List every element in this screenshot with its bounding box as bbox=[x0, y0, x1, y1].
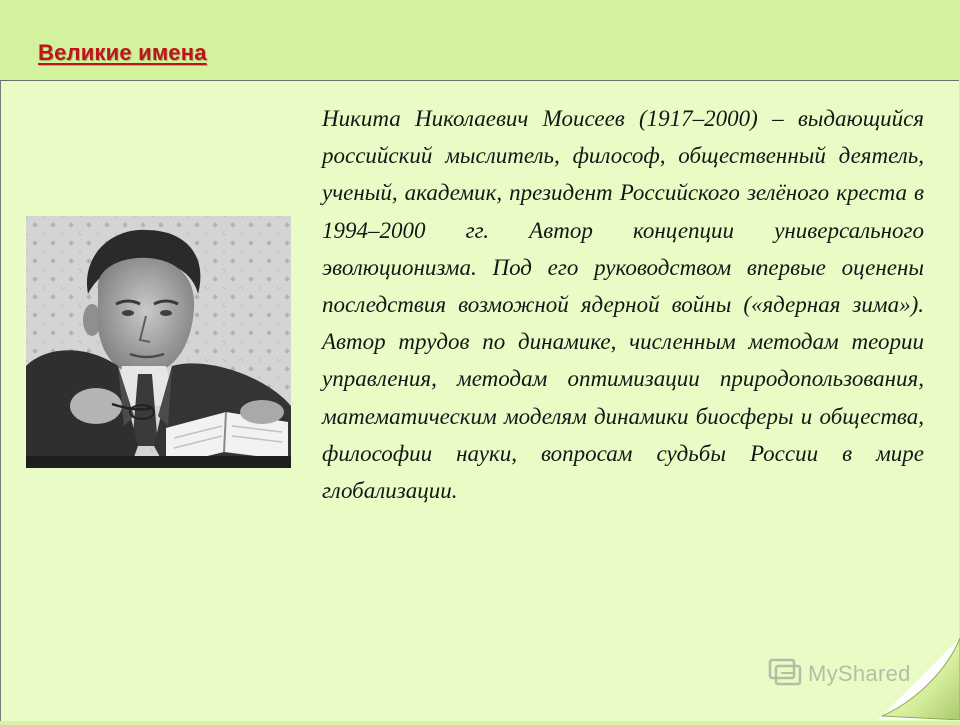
slide-title: Великие имена bbox=[38, 40, 207, 65]
page-curl bbox=[878, 638, 960, 720]
portrait-photo bbox=[26, 216, 291, 468]
slides-icon bbox=[768, 656, 802, 691]
watermark-label: MyShared bbox=[808, 660, 911, 686]
biography-text: Никита Николаевич Моисеев (1917–2000) – выдающийся российский мыслитель, философ, общественный деятель, ученый, академик, президент Российского зелёного креста в 1994–2000 гг. Автор концепции универсального эволюционизма. Под его руководством впервые оценены последствия возможной ядерной войны («ядерная зима»). Автор трудов по динамике, численным методам теории управления, методам оптимизации природопользования, математическим моделям динамики биосферы и общества, философии науки, вопросам судьбы России в мире глобализации. bbox=[322, 106, 924, 504]
